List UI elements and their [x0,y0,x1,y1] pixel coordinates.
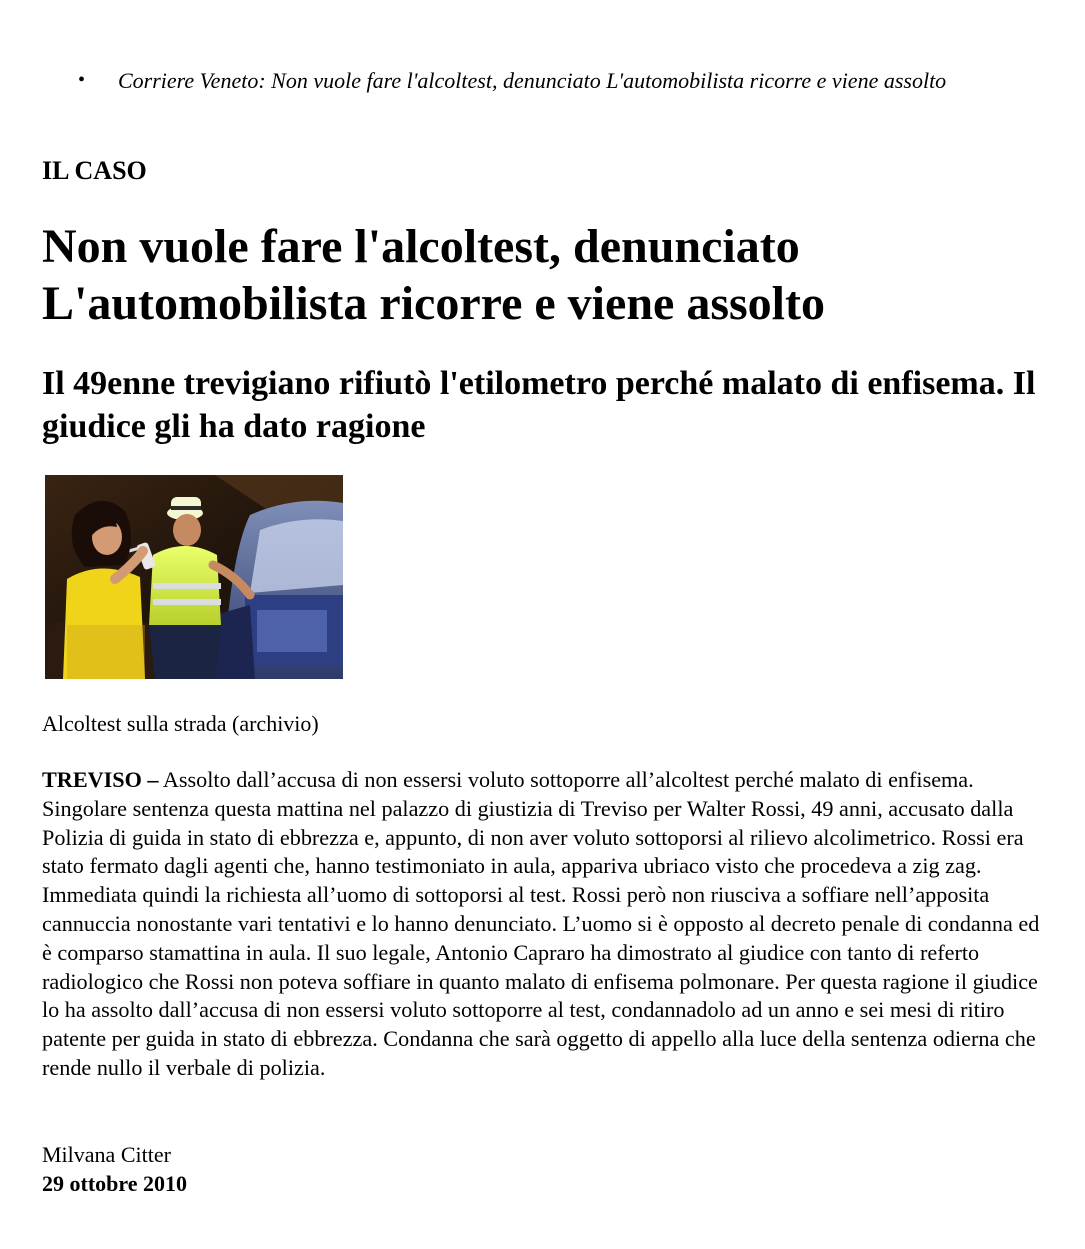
headline-line-1: Non vuole fare l'alcoltest, denunciato [42,220,800,273]
article-photo [45,475,343,679]
author-name: Milvana Citter [42,1142,171,1167]
publication-date: 29 ottobre 2010 [42,1171,188,1196]
article-body [42,766,1052,1083]
article-body-text: Assolto dall’accusa di non essersi voluto sottoporre all’alcoltest perché malato di enfisema. Singolare sentenza questa mattina nel palazzo di giustizia di Treviso per Walter Rossi, 49 anni, accusato dalla Polizia di guida in stato di ebbrezza e, appunto, di non aver voluto sottoporsi al rilievo alcolimetrico. Rossi era stato fermato dagli agenti che, hanno testimoniato in aula, appariva ubriaco visto che procedeva a zig zag. Immediata quindi la richiesta all’uomo di sottoporsi al test. Rossi però non riusciva a soffiare nell’apposita cannuccia nonostante vari tentativi e lo hanno denunciato. L’uomo si è opposto al decreto penale di condanna ed è comparso stamattina in aula. Il suo legale, Antonio Capraro ha dimostrato al giudice con tanto di referto radiologico che Rossi non poteva soffiare in quanto malato di enfisema polmonare. Per questa ragione il giudice lo ha assolto dall’accusa di non essersi voluto sottoporre al test, condannadolo ad un anno e sei mesi di ritiro patente per guida in stato di ebbrezza. Condanna che sarà oggetto di appello alla luce della sentenza odierna che rende nullo il verbale di polizia. [42,767,1040,1080]
section-kicker: IL CASO [42,156,147,185]
headline [42,218,1042,332]
subheadline: Il 49enne trevigiano rifiutò l'etilometro perché malato di enfisema. Il giudice gli ha dato ragione [42,365,1036,445]
source-list [42,66,1022,95]
source-link[interactable]: Corriere Veneto: Non vuole fare l'alcoltest, denunciato L'automobilista ricorre e viene assolto [118,68,947,93]
bullet-icon: • [78,69,86,91]
source-list-item [42,66,1022,95]
image-caption: Alcoltest sulla strada (archivio) [42,711,319,736]
dateline: TREVISO – [42,767,159,792]
headline-line-2: L'automobilista ricorre e viene assolto [42,277,825,330]
